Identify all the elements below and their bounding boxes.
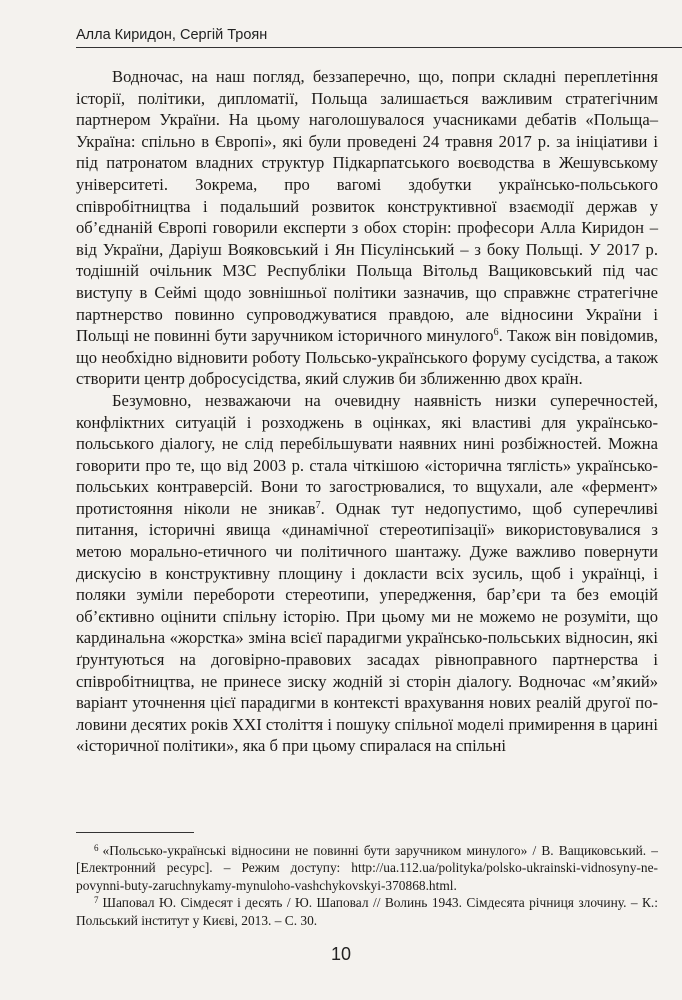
footnote-number: 7	[94, 895, 99, 906]
paragraph-1	[76, 66, 658, 390]
running-header: Алла Киридон, Сергій Троян	[76, 27, 268, 43]
footnote-number: 6	[94, 843, 99, 853]
paragraph-2-text-a: Безумовно, незважаючи на очевидну наявність низки суперечностей, конфліктних ситуацій і розходжень в оцінках, які властиві для українсько-польського діалогу, не слід перебільшувати наявних нині розбіжностей. Можна говорити про те, що від 2003 р. стала чіткішою «історична тяглість» українсько-польських контраверсій. Вони то загострювалися, то вщухали, але «фермент» протистояння ніколи не зникав	[76, 390, 658, 518]
footnote-ref-7: 7	[315, 499, 321, 511]
main-text	[76, 66, 658, 757]
footnote-7	[76, 894, 658, 929]
paragraph-2-text-b: . Однак тут недопустимо, щоб суперечливі питання, історичні явища «динамічної стереотипізації» використовувалися з метою морально-етичного чи політичного шантажу. Дуже важливо повернути дискусію в конструктивну площину і докласти всіх зусиль, щоб і українці, і поляки зуміли перебороти стереотипи, упередження, бар’єри та без емоцій об’єктивно оцінити спільну історію. При цьому ми не можемо не розуміти, що кардинальна «жорстка» зміна всієї парадигми українсько-польських відносин, які ґрунтуються на договірно-правових засадах рівноправного партнерства і співробітництва, не принесе зиску жодній зі сторін діалогу. Водночас «м’який» варіант уточнення цієї парадигми в контексті врахування нових реалій другої половини десятих років XXI століття і пошуку спільної моделі примирення в царині «історичної політики», яка б при цьому спиралася на спільні	[76, 498, 658, 756]
paragraph-1-text-a: Водночас, на наш погляд, беззаперечно, що, попри складні переплетіння історії, політики, дипломатії, Польща залишається важливим стратегічним партнером України. На цьому наголошувалося учасниками дебатів «Польща–Україна: спільно в Європі», які були проведені 24 травня 2017 р. за ініціативи і під патронатом владних структур Підкарпатського воєводства в Жешувському університеті. Зокрема, про вагомі здобутки українсько-польського співробітництва і подальший розвиток конструктивної взаємодії держав у об’єднаній Європі говорили експерти з обох сторін: професори Алла Киридон – від України, Даріуш Вояковський і Ян Пісулінський – з боку Польщі. У 2017 р. тодішній очільник МЗС Республіки Польща Вітольд Ващиковський під час виступу в Сеймі щодо зовнішньої політики зазначив, що справжнє стратегічне партнерство повинно супроводжуватися правдою, але відносини України і Польщі не повинні бути заручником історичного минулого	[76, 67, 658, 346]
footnote-text: «Польсько-українські відносини не повинні бути заручником минулого» / В. Ващиковський. – [Електронний ресурс]. – Режим доступу: http://ua.112.ua/polityka/polsko-ukrainski-vidnosyny-ne-povynni-buty-zaruchnykamy-mynuloho-vashchykovskyi-370868.html.	[76, 843, 658, 893]
footnotes	[76, 842, 658, 929]
header-rule	[76, 47, 682, 48]
paragraph-1-text-b: . Також він повідомив, що необхідно відновити роботу Польсько-українського форуму сусідства, а також створити центр добросусідства, який служив би зближенню двох країн.	[76, 326, 658, 389]
footnote-text: Шаповал Ю. Сімдесят і десять / Ю. Шаповал // Волинь 1943. Сімдесята річниця злочину. – К.: Польський інститут у Києві, 2013. – С. 30.	[76, 895, 658, 928]
page-number: 10	[330, 944, 352, 964]
paragraph-2	[76, 390, 658, 757]
footnote-6	[76, 842, 658, 894]
footnote-rule	[76, 832, 194, 833]
footnote-ref-6: 6	[493, 327, 499, 339]
